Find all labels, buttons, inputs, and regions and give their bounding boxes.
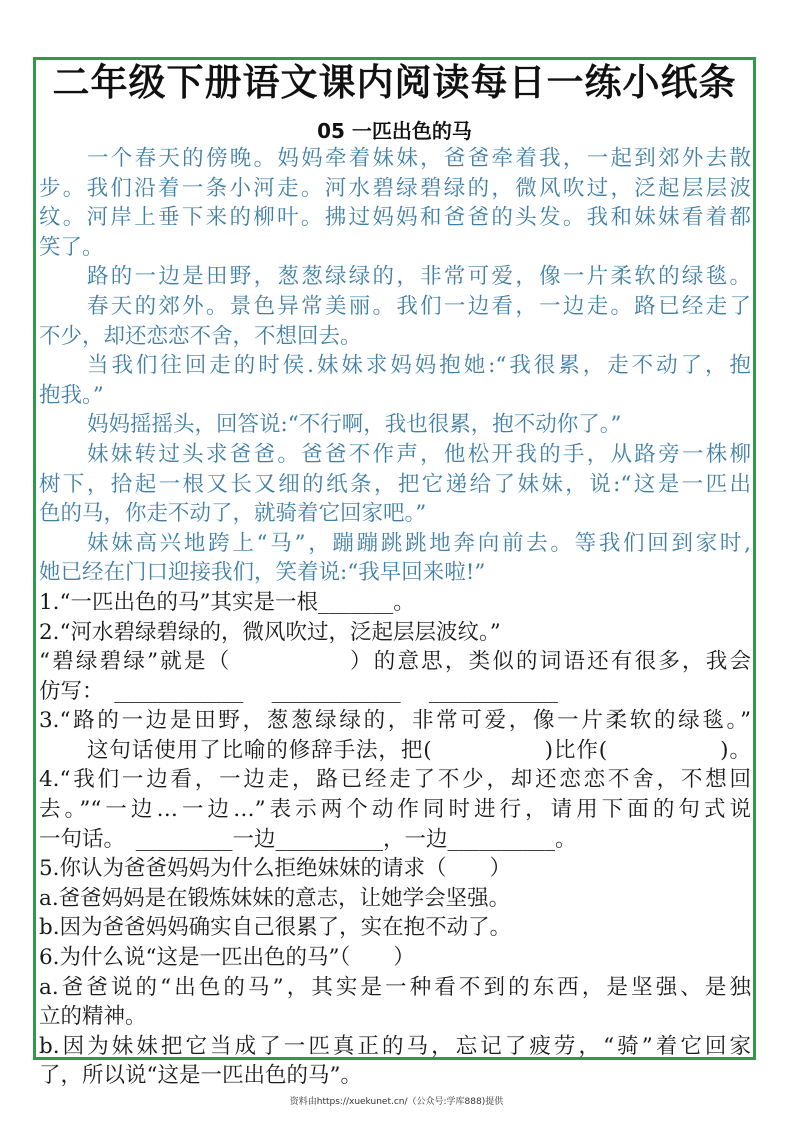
passage-line: 步。我们沿着一条小河走。河水碧绿碧绿的，微风吹过，泛起层层波 <box>39 175 751 201</box>
passage-line: 妹妹转过头求爸爸。爸爸不作声，他松开我的手，从路旁一株柳 <box>87 441 751 467</box>
question-line: 2.“河水碧绿碧绿的，微风吹过，泛起层层波纹。” <box>39 619 501 645</box>
passage-line: 妹妹高兴地跨上“马”，蹦蹦跳跳地奔向前去。等我们回到家时, <box>87 530 751 556</box>
question-line: a.爸爸说的“出色的马”，其实是一种看不到的东西，是坚强、是独 <box>39 974 751 1000</box>
text-body <box>39 144 751 1091</box>
question-line: b.因为爸爸妈妈确实自己很累了，实在抱不动了。 <box>39 915 512 941</box>
lesson-title: 05 一匹出色的马 <box>317 119 472 143</box>
question-line: 仿写： ____________ ____________ ____________ <box>39 678 558 704</box>
question-line: 5.你认为爸爸妈妈为什么拒绝妹妹的请求（ ） <box>39 856 512 882</box>
question-line: 一句话。 _________一边__________，一边__________。 <box>39 826 577 852</box>
question-line: b.因为妹妹把它当成了一匹真正的马，忘记了疲劳，“骑”着它回家 <box>39 1033 751 1059</box>
passage-line: 妈妈摇摇头，回答说:“不行啊，我也很累，抱不动你了。” <box>87 412 622 438</box>
passage-line: 不少，却还恋恋不舍，不想回去。 <box>39 323 362 349</box>
question-line: 1.“一匹出色的马”其实是一根_______。 <box>39 589 415 615</box>
question-line: 3.“路的一边是田野，葱葱绿绿的，非常可爱，像一片柔软的绿毯。” <box>39 708 751 734</box>
footer-source: 资料由https://xuekunet.cn/（公众号:学库888)提供 <box>289 1097 504 1107</box>
passage-line: 抱我。” <box>39 382 104 408</box>
question-line: 了，所以说“这是一匹出色的马”。 <box>39 1063 362 1089</box>
passage-line: 树下，拾起一根又长又细的纸条，把它递给了妹妹，说:“这是一匹出 <box>39 471 751 497</box>
question-line: “碧绿碧绿”就是（ ）的意思，类似的词语还有很多，我会 <box>39 649 751 675</box>
question-line: 4.“我们一边看，一边走，路已经走了不少，却还恋恋不舍，不想回 <box>39 767 751 793</box>
question-line: 这句话使用了比喻的修辞手法，把( )比作( )。 <box>87 737 751 763</box>
passage-line: 春天的郊外。景色异常美丽。我们一边看，一边走。路已经走了 <box>87 293 751 319</box>
question-line: 6.为什么说“这是一匹出色的马”（ ） <box>39 945 415 971</box>
passage-line: 笑了。 <box>39 234 104 260</box>
question-line: 立的精神。 <box>39 1004 147 1030</box>
page-title: 二年级下册语文课内阅读每日一练小纸条 <box>52 61 737 104</box>
passage-line: 一个春天的傍晚。妈妈牵着妹妹，爸爸牵着我，一起到郊外去散 <box>87 146 751 171</box>
passage-line: 路的一边是田野，葱葱绿绿的，非常可爱，像一片柔软的绿毯。 <box>87 264 751 290</box>
passage-line: 纹。河岸上垂下来的柳叶。拂过妈妈和爸爸的头发。我和妹妹看着都 <box>39 205 751 231</box>
passage-line: 她已经在门口迎接我们，笑着说:“我早回来啦!” <box>39 560 486 586</box>
question-line: 去。”“一边…一边…”表示两个动作同时进行，请用下面的句式说 <box>39 797 751 823</box>
passage-line: 色的马，你走不动了，就骑着它回家吧。” <box>39 501 427 527</box>
question-line: a.爸爸妈妈是在锻炼妹妹的意志，让她学会坚强。 <box>39 885 511 911</box>
passage-line: 当我们往回走的时侯.妹妹求妈妈抱她:“我很累，走不动了，抱 <box>87 353 751 379</box>
